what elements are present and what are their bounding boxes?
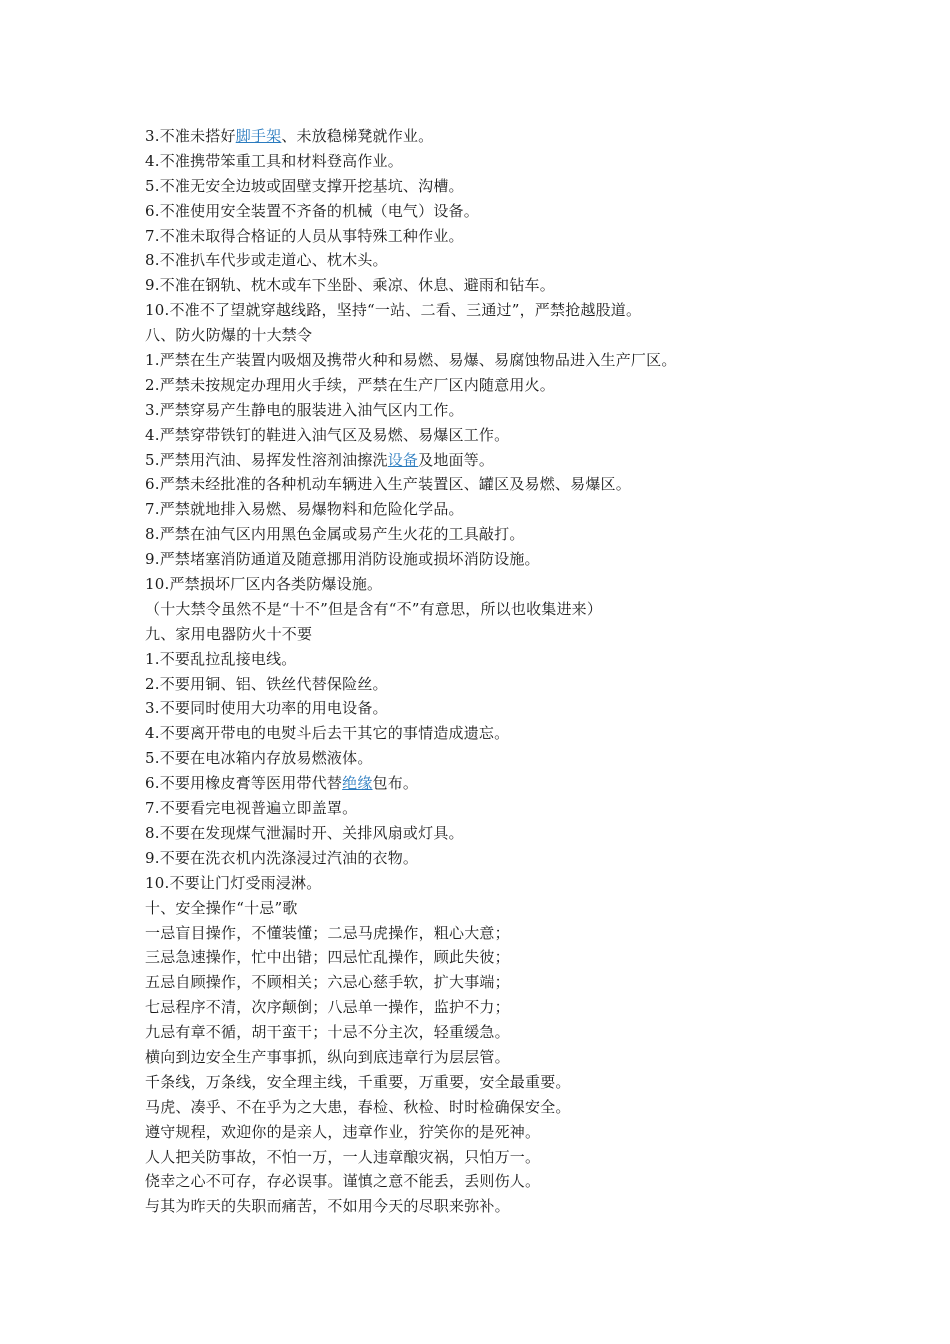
- text-segment: 九忌有章不循，胡干蛮干；十忌不分主次，轻重缓急。: [145, 1023, 510, 1042]
- text-segment: 6.严禁未经批准的各种机动车辆进入生产装置区、罐区及易燃、易爆区。: [145, 475, 631, 494]
- text-segment: 2.不要用铜、铝、铁丝代替保险丝。: [145, 674, 388, 693]
- text-line: [145, 796, 865, 821]
- text-line: [145, 348, 865, 373]
- text-segment: 2.严禁未按规定办理用火手续，严禁在生产厂区内随意用火。: [145, 375, 555, 394]
- text-segment: 8.不准扒车代步或走道心、枕木头。: [145, 251, 388, 270]
- text-segment: 遵守规程，欢迎你的是亲人，违章作业，狞笑你的是死神。: [145, 1122, 541, 1141]
- text-segment: 10.不要让门灯受雨浸淋。: [145, 873, 322, 892]
- inline-link[interactable]: 脚手架: [235, 127, 282, 145]
- text-line: [145, 547, 865, 572]
- text-segment: 1.不要乱拉乱接电线。: [145, 649, 297, 668]
- text-segment: 4.不要离开带电的电熨斗后去干其它的事情造成遗忘。: [145, 724, 510, 743]
- text-line: [145, 1145, 865, 1170]
- text-segment: 3.严禁穿易产生静电的服装进入油气区内工作。: [145, 400, 464, 419]
- text-segment: 9.不要在洗衣机内洗涤浸过汽油的衣物。: [145, 848, 419, 867]
- text-segment: 4.严禁穿带铁钉的鞋进入油气区及易燃、易爆区工作。: [145, 425, 510, 444]
- text-segment: 6.不准使用安全装置不齐备的机械（电气）设备。: [145, 201, 479, 220]
- text-line: [145, 746, 865, 771]
- text-line: [145, 896, 865, 921]
- text-segment: 七忌程序不清，次序颠倒；八忌单一操作，监护不力；: [145, 998, 510, 1017]
- inline-link[interactable]: 设备: [387, 450, 419, 469]
- text-line: [145, 298, 865, 323]
- text-line: [145, 597, 865, 622]
- text-segment: 与其为昨天的失职而痛苦，不如用今天的尽职来弥补。: [145, 1197, 510, 1216]
- text-line: [145, 771, 865, 796]
- text-segment: 8.严禁在油气区内用黑色金属或易产生火花的工具敲打。: [145, 525, 525, 544]
- text-segment: 千条线，万条线，安全理主线，千重要，万重要，安全最重要。: [145, 1072, 571, 1091]
- text-line: [145, 1169, 865, 1194]
- text-segment: 及地面等。: [418, 450, 495, 469]
- text-segment: 十、安全操作“十忌”歌: [145, 898, 298, 917]
- text-segment: 3.不要同时使用大功率的用电设备。: [145, 699, 388, 718]
- text-segment: （十大禁令虽然不是“十不”但是含有“不”有意思，所以也收集进来）: [145, 599, 603, 618]
- text-line: [145, 273, 865, 298]
- text-segment: 3.不准未搭好: [145, 127, 236, 145]
- text-segment: 三忌急速操作，忙中出错；四忌忙乱操作，顾此失彼；: [145, 948, 510, 967]
- text-segment: 4.不准携带笨重工具和材料登高作业。: [145, 151, 403, 170]
- text-line: [145, 174, 865, 199]
- text-segment: 5.不准无安全边坡或固壁支撑开挖基坑、沟槽。: [145, 176, 464, 195]
- text-segment: 7.严禁就地排入易燃、易爆物料和危险化学品。: [145, 500, 464, 519]
- text-segment: 10.不准不了望就穿越线路，坚持“一站、二看、三通过”，严禁抢越股道。: [145, 301, 642, 320]
- text-segment: 八、防火防爆的十大禁令: [145, 326, 313, 345]
- text-line: [145, 970, 865, 995]
- text-segment: 5.严禁用汽油、易挥发性溶剂油擦洗: [145, 450, 388, 469]
- text-line: [145, 672, 865, 697]
- text-segment: 7.不要看完电视普遍立即盖罩。: [145, 799, 358, 818]
- text-line: [145, 871, 865, 896]
- text-line: [145, 1120, 865, 1145]
- text-segment: 9.严禁堵塞消防通道及随意挪用消防设施或损坏消防设施。: [145, 550, 540, 569]
- text-segment: 7.不准未取得合格证的人员从事特殊工种作业。: [145, 226, 464, 245]
- text-line: [145, 921, 865, 946]
- text-line: [145, 1070, 865, 1095]
- text-line: [145, 572, 865, 597]
- text-line: [145, 647, 865, 672]
- text-line: [145, 1020, 865, 1045]
- text-segment: 8.不要在发现煤气泄漏时开、关排风扇或灯具。: [145, 823, 464, 842]
- text-line: [145, 721, 865, 746]
- text-segment: 9.不准在钢轨、枕木或车下坐卧、乘凉、休息、避雨和钻车。: [145, 276, 555, 295]
- text-line: [145, 497, 865, 522]
- text-line: [145, 398, 865, 423]
- text-line: [145, 472, 865, 497]
- text-segment: 包布。: [372, 774, 419, 793]
- text-line: [145, 224, 865, 249]
- text-line: [145, 1194, 865, 1219]
- text-segment: 横向到边安全生产事事抓，纵向到底违章行为层层管。: [145, 1047, 510, 1066]
- document-body: [145, 124, 865, 1219]
- text-line: [145, 124, 865, 149]
- text-line: [145, 945, 865, 970]
- text-segment: 6.不要用橡皮膏等医用带代替: [145, 774, 343, 793]
- text-segment: 、未放稳梯凳就作业。: [281, 127, 434, 145]
- text-line: [145, 1045, 865, 1070]
- text-segment: 一忌盲目操作，不懂装懂；二忌马虎操作，粗心大意；: [145, 923, 510, 942]
- text-line: [145, 323, 865, 348]
- text-line: [145, 995, 865, 1020]
- text-line: [145, 522, 865, 547]
- inline-link[interactable]: 绝缘: [342, 774, 373, 793]
- text-line: [145, 696, 865, 721]
- text-segment: 五忌自顾操作，不顾相关；六忌心慈手软，扩大事端；: [145, 973, 510, 992]
- text-line: [145, 448, 865, 473]
- text-line: [145, 248, 865, 273]
- text-line: [145, 149, 865, 174]
- text-segment: 10.严禁损坏厂区内各类防爆设施。: [145, 575, 383, 594]
- text-segment: 人人把关防事故，不怕一万，一人违章酿灾祸，只怕万一。: [145, 1147, 541, 1166]
- text-segment: 侥幸之心不可存，存必误事。谨慎之意不能丢，丢则伤人。: [145, 1172, 541, 1191]
- text-line: [145, 622, 865, 647]
- text-segment: 九、家用电器防火十不要: [145, 624, 313, 643]
- text-segment: 1.严禁在生产装置内吸烟及携带火种和易燃、易爆、易腐蚀物品进入生产厂区。: [145, 351, 677, 370]
- text-segment: 5.不要在电冰箱内存放易燃液体。: [145, 749, 373, 768]
- text-line: [145, 199, 865, 224]
- text-line: [145, 373, 865, 398]
- text-segment: 马虎、凑乎、不在乎为之大患，春检、秋检、时时检确保安全。: [145, 1097, 571, 1116]
- text-line: [145, 1095, 865, 1120]
- text-line: [145, 846, 865, 871]
- text-line: [145, 821, 865, 846]
- text-line: [145, 423, 865, 448]
